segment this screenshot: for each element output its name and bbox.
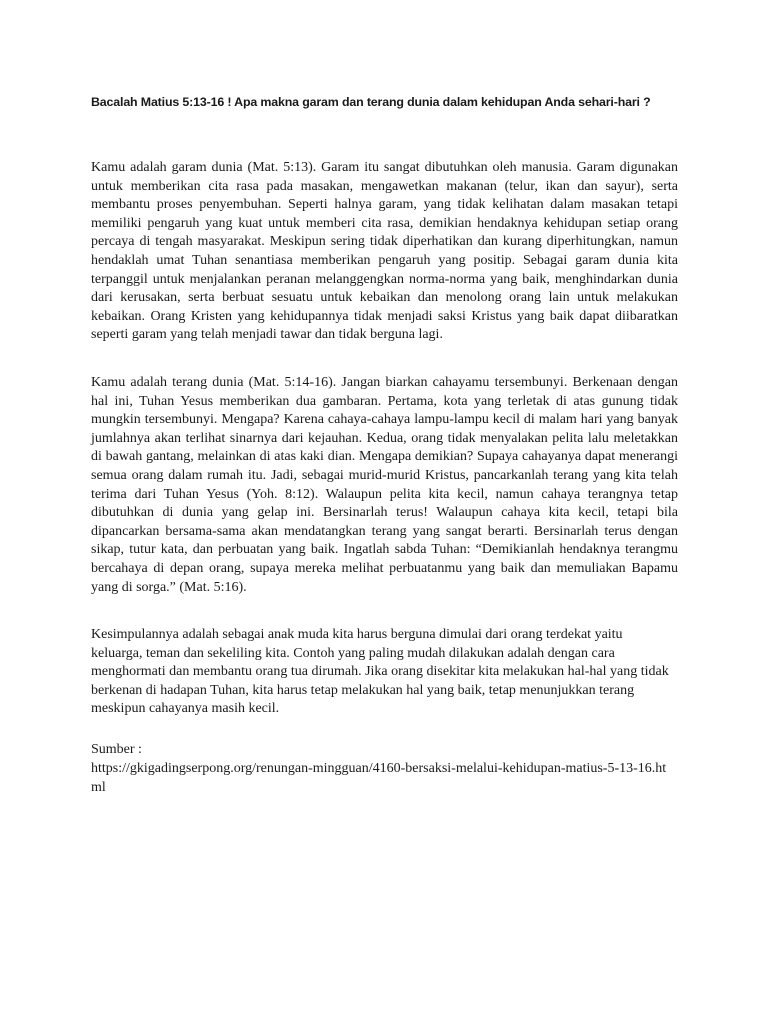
source-url: https://gkigadingserpong.org/renungan-mingguan/4160-bersaksi-melalui-kehidupan-matius-5-13-16.html: [91, 761, 667, 795]
paragraph-conclusion: Kesimpulannya adalah sebagai anak muda kita harus berguna dimulai dari orang terdekat yaitu keluarga, teman dan sekeliling kita. Contoh yang paling mudah dilakukan adalah dengan cara menghormati dan membantu orang tua dirumah. Jika orang disekitar kita melakukan hal-hal yang tidak berkenan di hadapan Tuhan, kita harus tetap melakukan hal yang baik, tetap menunjukkan terang meskipun cahayanya masih kecil.: [91, 627, 669, 717]
source-label: Sumber :: [91, 742, 142, 757]
question-heading: Bacalah Matius 5:13-16 ! Apa makna garam dan terang dunia dalam kehidupan Anda sehari-hari ?: [91, 95, 651, 109]
paragraph-light: Kamu adalah terang dunia (Mat. 5:14-16). Jangan biarkan cahayamu tersembunyi. Berkenaan dengan hal ini, Tuhan Yesus memberikan dua gambaran. Pertama, kota yang terletak di atas gunung tidak mungkin tersembunyi. Mengapa? Karena cahaya-cahaya lampu-lampu kecil di malam hari yang banyak jumlahnya akan terlihat sinarnya dari kejauhan. Kedua, orang tidak menyalakan pelita lalu meletakkan di bawah gantang, melainkan di atas kaki dian. Mengapa demikian? Supaya cahayanya dapat menerangi semua orang dalam rumah itu. Jadi, sebagai murid-murid Kristus, pancarkanlah terang yang kita telah terima dari Tuhan Yesus (Yoh. 8:12). Walaupun pelita kita kecil, namun cahaya terangnya tetap dibutuhkan di dunia yang gelap ini. Bersinarlah terus! Walaupun cahaya kita kecil, tetapi bila dipancarkan bersama-sama akan mendatangkan terang yang sangat berarti. Bersinarlah terus dengan sikap, tutur kata, dan perbuatan yang baik. Ingatlah sabda Tuhan: “Demikianlah hendaknya terangmu bercahaya di depan orang, supaya mereka melihat perbuatanmu yang baik dan memuliakan Bapamu yang di sorga.” (Mat. 5:16).: [91, 375, 678, 595]
paragraph-salt: Kamu adalah garam dunia (Mat. 5:13). Garam itu sangat dibutuhkan oleh manusia. Garam digunakan untuk memberikan cita rasa pada masakan, mengawetkan makanan (telur, ikan dan sayur), serta membantu proses penyembuhan. Seperti halnya garam, yang tidak kelihatan dalam masakan tetapi memiliki pengaruh yang kuat untuk memberi cita rasa, demikian hendaknya kehidupan setiap orang percaya di tengah masyarakat. Meskipun sering tidak diperhatikan dan kurang diperhitungkan, namun hendaklah umat Tuhan senantiasa memberikan pengaruh yang positip. Sebagai garam dunia kita terpanggil untuk menjalankan peranan melanggengkan norma-norma yang baik, menghindarkan dunia dari kerusakan, serta berbuat sesuatu untuk kebaikan dan menolong orang lain untuk melakukan kebaikan. Orang Kristen yang kehidupannya tidak menjadi saksi Kristus yang baik dapat diibaratkan seperti garam yang telah menjadi tawar dan tidak berguna lagi.: [91, 160, 678, 343]
